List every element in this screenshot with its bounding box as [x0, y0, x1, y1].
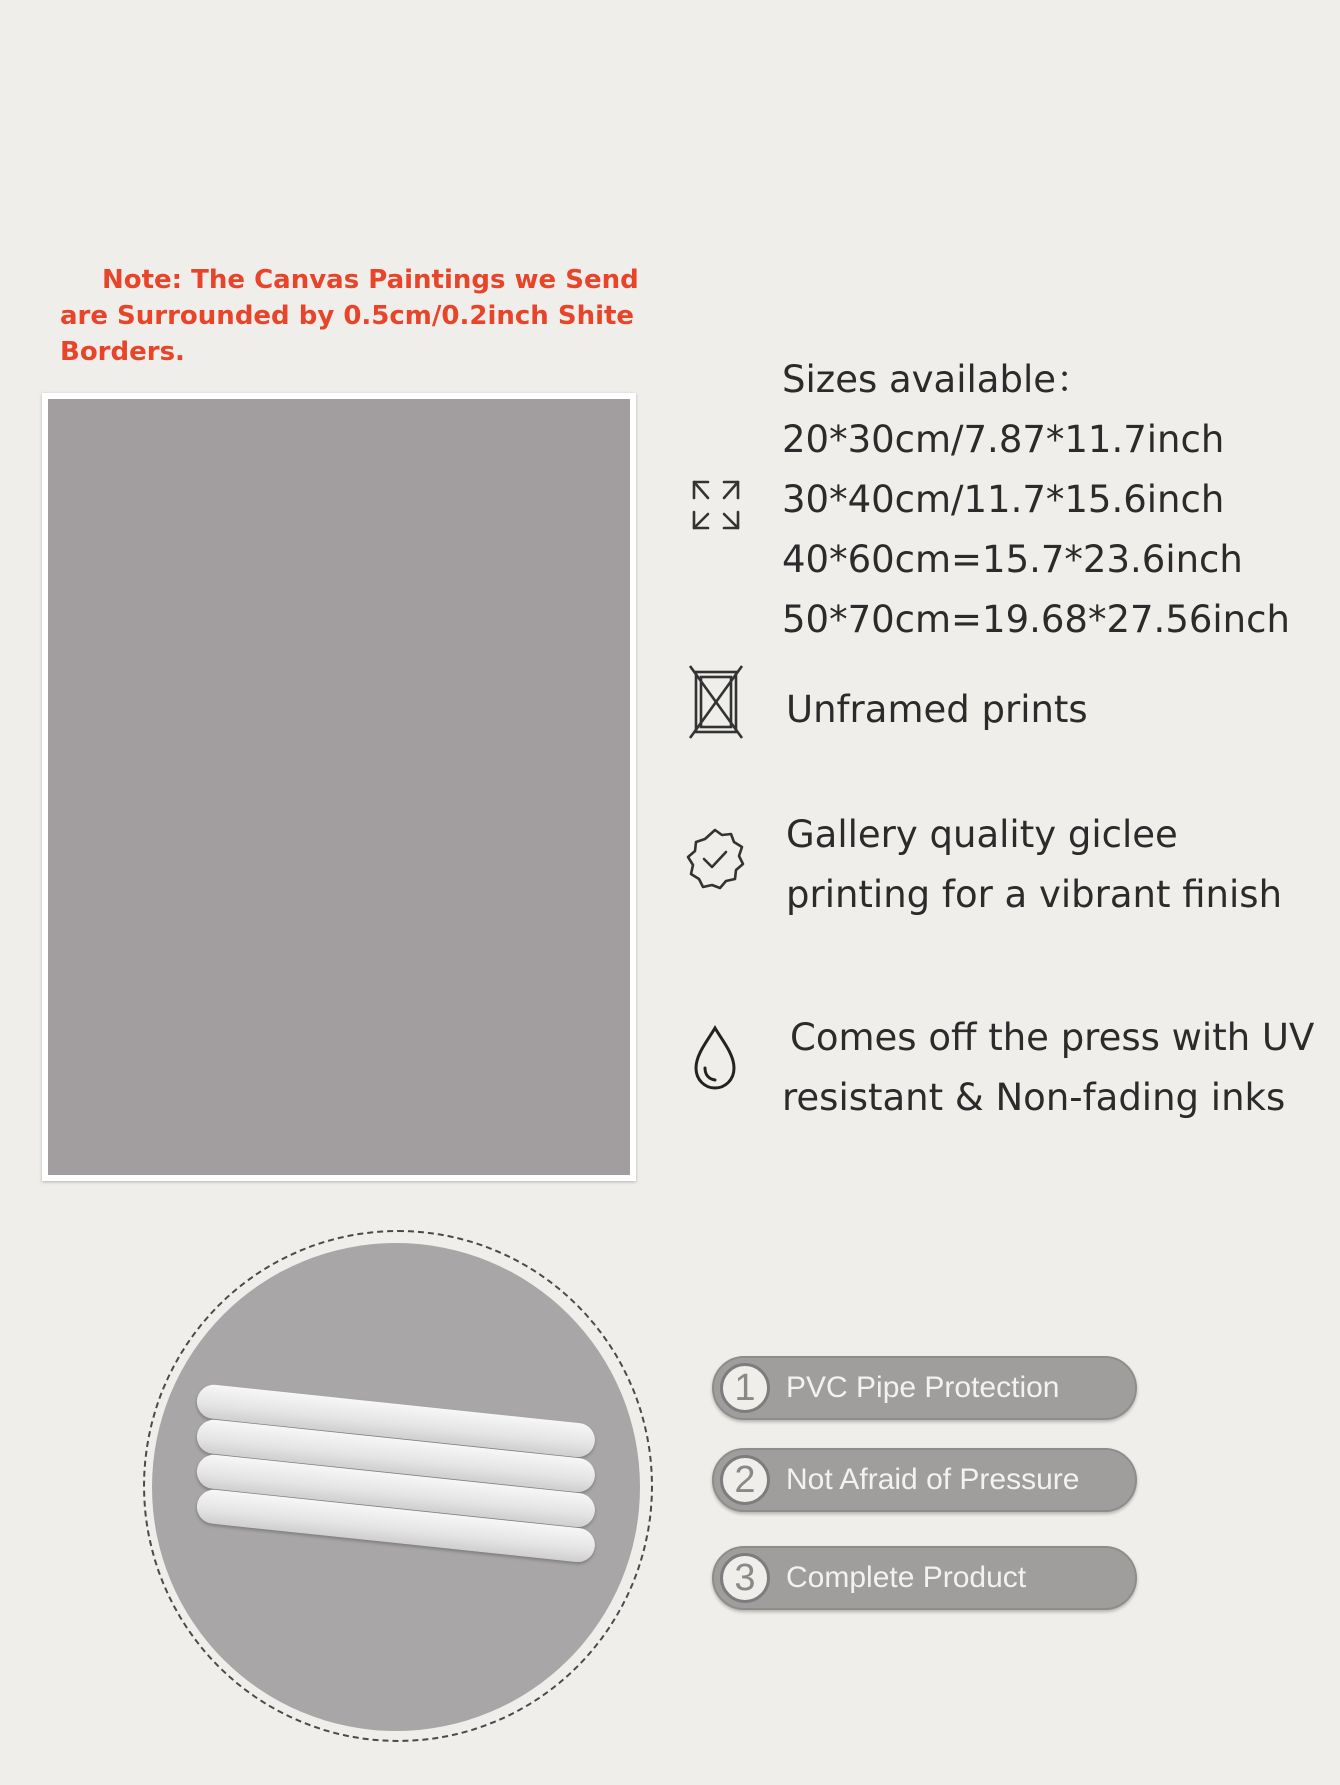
packaging-step-1	[712, 1356, 1137, 1420]
step-number: 1	[720, 1363, 770, 1413]
size-option: 50*70cm=19.68*27.56inch	[782, 598, 1290, 641]
size-option: 20*30cm/7.87*11.7inch	[782, 418, 1225, 461]
canvas-preview-image	[48, 399, 630, 1175]
uv-line-2: resistant & Non-fading inks	[782, 1076, 1286, 1119]
step-label: Complete Product	[786, 1561, 1027, 1594]
canvas-preview	[42, 393, 636, 1181]
step-number: 2	[720, 1455, 770, 1505]
size-option: 40*60cm=15.7*23.6inch	[782, 538, 1243, 581]
gallery-quality-text	[786, 805, 1282, 925]
gallery-line-1: Gallery quality giclee	[786, 813, 1178, 856]
ink-drop-icon	[690, 1024, 740, 1092]
rolled-canvas-tubes-image	[152, 1243, 640, 1731]
packaging-step-3	[712, 1546, 1137, 1610]
gallery-line-2: printing for a vibrant finish	[786, 873, 1283, 916]
step-label: Not Afraid of Pressure	[786, 1463, 1080, 1496]
border-note: Note: The Canvas Paintings we Send are Surrounded by 0.5cm/0.2inch Shite Borders.	[60, 265, 639, 367]
uv-line-1: Comes off the press with UV	[790, 1016, 1315, 1059]
sizes-block	[782, 350, 1290, 650]
quality-badge-check-icon	[682, 826, 748, 892]
resize-arrows-icon	[688, 476, 744, 548]
sizes-title: Sizes available：	[782, 358, 1093, 401]
step-number: 3	[720, 1553, 770, 1603]
unframed-text: Unframed prints	[786, 688, 1088, 731]
size-option: 30*40cm/11.7*15.6inch	[782, 478, 1225, 521]
uv-ink-text	[782, 1008, 1314, 1128]
crossed-box-icon	[688, 664, 744, 740]
packaging-step-2	[712, 1448, 1137, 1512]
step-label: PVC Pipe Protection	[786, 1371, 1060, 1404]
